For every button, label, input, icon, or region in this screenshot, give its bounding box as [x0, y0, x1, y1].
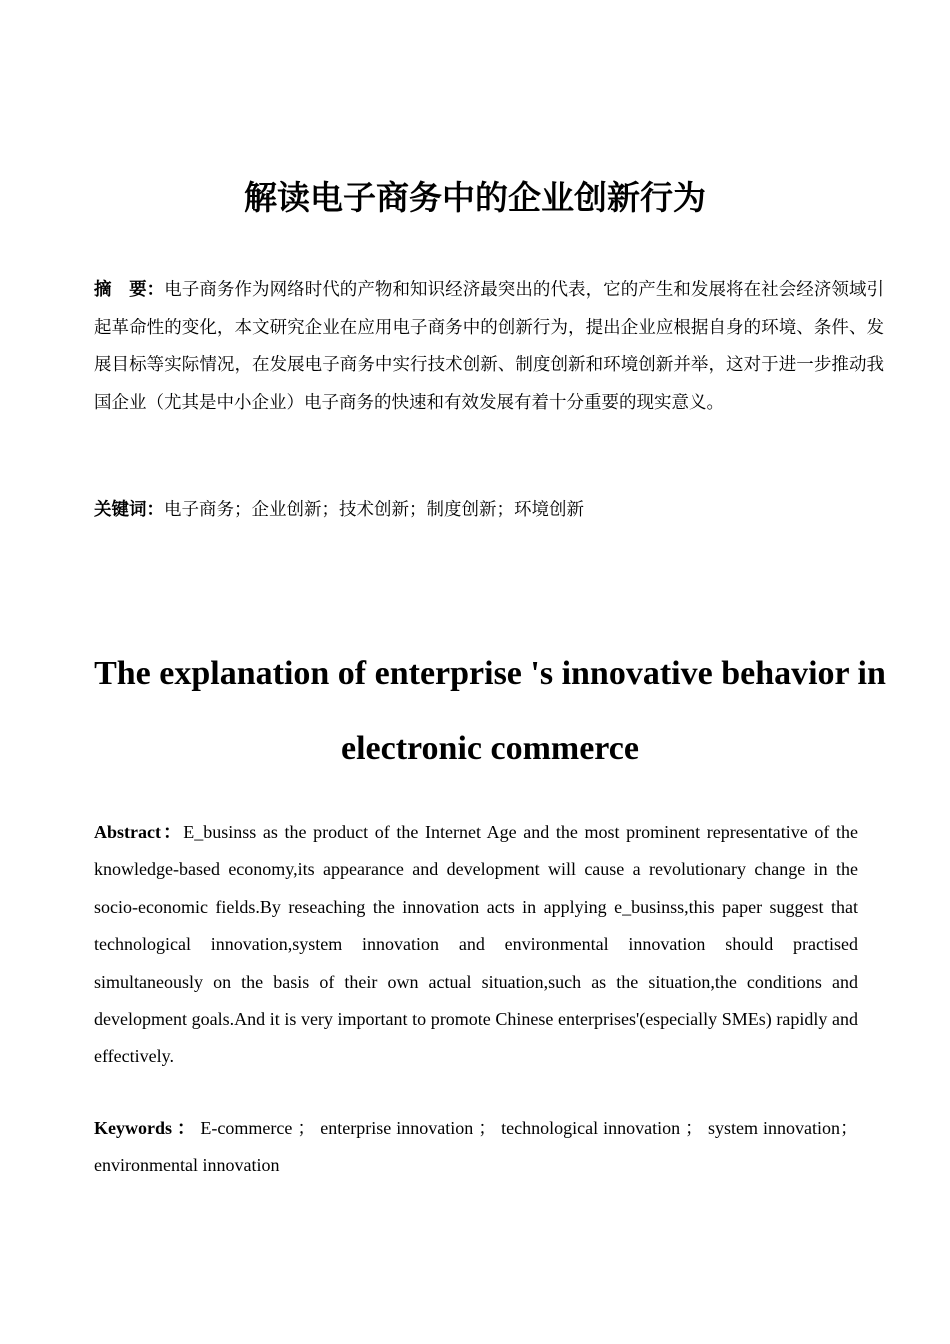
english-abstract-label: Abstract： — [94, 822, 184, 842]
english-keywords-text: E-commerce ； enterprise innovation ； technological innovation ； system innovation；environmental innovation — [94, 1118, 858, 1176]
chinese-title: 解读电子商务中的企业创新行为 — [244, 178, 706, 217]
english-abstract — [94, 814, 858, 1076]
chinese-abstract — [94, 272, 884, 422]
chinese-abstract-label: 摘 要： — [94, 280, 165, 300]
english-title: The explanation of enterprise 's innovative behavior in electronic commerce — [94, 655, 886, 767]
english-keywords — [94, 1110, 858, 1185]
english-keywords-label: Keywords ： — [94, 1118, 196, 1138]
chinese-keywords — [94, 492, 884, 530]
chinese-abstract-text: 电子商务作为网络时代的产物和知识经济最突出的代表，它的产生和发展将在社会经济领域引起革命性的变化，本文研究企业在应用电子商务中的创新行为，提出企业应根据自身的环境、条件、发展目标等实际情况，在发展电子商务中实行技术创新、制度创新和环境创新并举，这对于进一步推动我国企业（尤其是中小企业）电子商务的快速和有效发展有着十分重要的现实意义。 — [94, 280, 885, 413]
chinese-keywords-label: 关键词： — [94, 500, 164, 520]
chinese-keywords-text: 电子商务；企业创新；技术创新；制度创新；环境创新 — [164, 500, 584, 520]
english-abstract-text: E_businss as the product of the Internet Age and the most prominent representative of the knowledge-based economy,its appearance and development will cause a revolutionary change in the socio-economic fields.By reseaching the innovation acts in applying e_businss,this paper suggest that technological innovation,system innovation and environmental innovation should practised simultaneously on the basis of their own actual situation,such as the situation,the conditions and development goals.And it is very important to promote Chinese enterprises'(especially SMEs) rapidly and effectively. — [94, 822, 859, 1067]
